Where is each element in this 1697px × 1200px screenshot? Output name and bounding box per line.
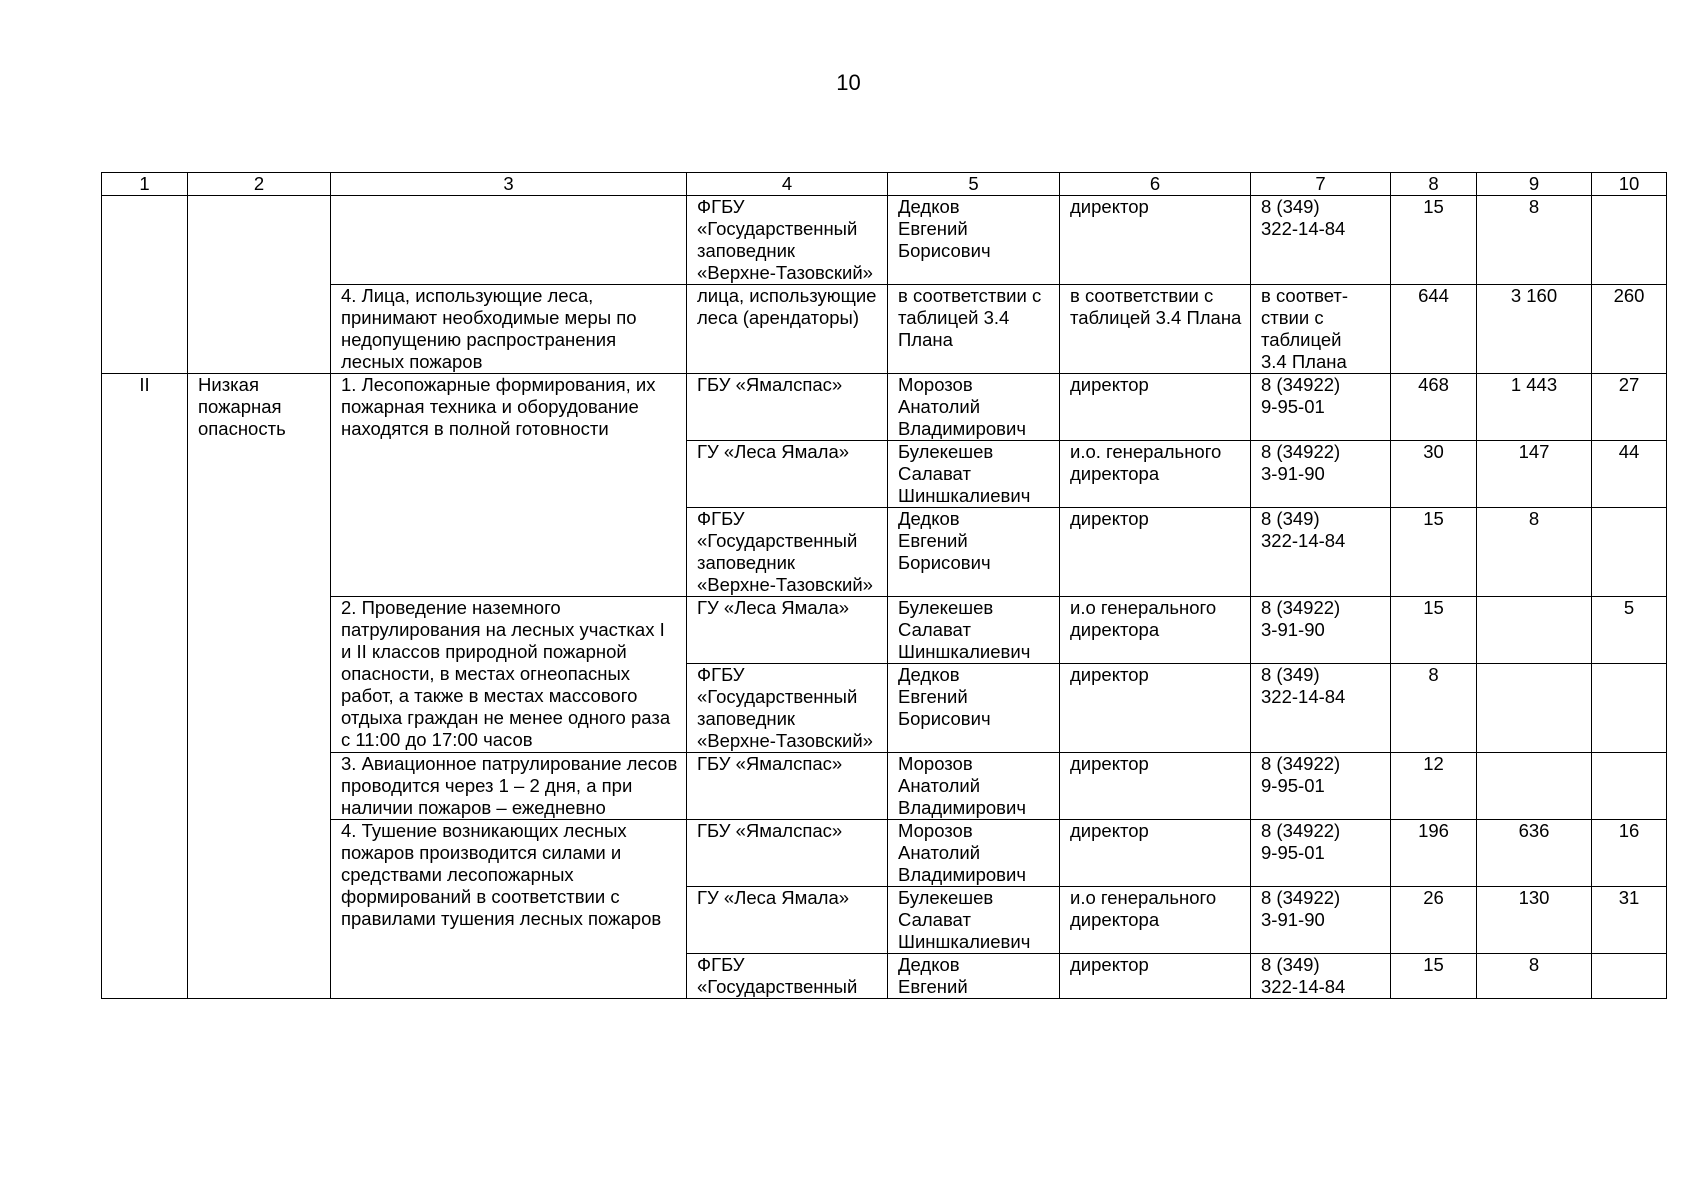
organization-cell: ГБУ «Ямалспас» xyxy=(687,820,888,887)
responsible-person-cell: Морозов Анатолий Владимирович xyxy=(888,820,1060,887)
column-number: 8 xyxy=(1391,173,1477,196)
position-cell: и.о. генерального директора xyxy=(1060,441,1251,508)
column-10-cell: 16 xyxy=(1592,820,1667,887)
phone-cell: 8 (349) 322-14-84 xyxy=(1251,954,1391,999)
column-9-cell: 1 443 xyxy=(1477,374,1592,441)
column-number: 3 xyxy=(331,173,687,196)
column-10-cell xyxy=(1592,508,1667,597)
position-cell: директор xyxy=(1060,954,1251,999)
responsible-person-cell: Булекешев Салават Шиншкалиевич xyxy=(888,441,1060,508)
responsible-person-cell: Морозов Анатолий Владимирович xyxy=(888,753,1060,820)
measure-cell xyxy=(331,196,687,285)
phone-cell: 8 (349) 322-14-84 xyxy=(1251,508,1391,597)
level-name-cell: Низкая пожарная опасность xyxy=(188,374,331,999)
position-cell: директор xyxy=(1060,196,1251,285)
measure-cell: 1. Лесопожарные формирования, их пожарная техника и оборудование находятся в полной готовности xyxy=(331,374,687,597)
level-name-cell xyxy=(188,196,331,374)
column-9-cell: 130 xyxy=(1477,887,1592,954)
responsible-person-cell: Дедков Евгений Борисович xyxy=(888,196,1060,285)
column-9-cell: 8 xyxy=(1477,196,1592,285)
measure-cell: 3. Авиационное патрулирование лесов проводится через 1 – 2 дня, а при наличии пожаров – ежедневно xyxy=(331,753,687,820)
column-number: 5 xyxy=(888,173,1060,196)
measure-cell: 4. Тушение возникающих лесных пожаров производится силами и средствами лесопожарных формирований в соответствии с правилами тушения лесных пожаров xyxy=(331,820,687,999)
column-8-cell: 30 xyxy=(1391,441,1477,508)
responsible-person-cell: Булекешев Салават Шиншкалиевич xyxy=(888,597,1060,664)
phone-cell: 8 (34922) 3-91-90 xyxy=(1251,441,1391,508)
column-8-cell: 468 xyxy=(1391,374,1477,441)
phone-cell: в соответ- ствии с таблицей 3.4 Плана xyxy=(1251,285,1391,374)
column-10-cell xyxy=(1592,196,1667,285)
table-row xyxy=(102,374,1667,441)
column-9-cell: 8 xyxy=(1477,508,1592,597)
column-8-cell: 12 xyxy=(1391,753,1477,820)
position-cell: директор xyxy=(1060,508,1251,597)
column-9-cell: 147 xyxy=(1477,441,1592,508)
phone-cell: 8 (349) 322-14-84 xyxy=(1251,664,1391,753)
position-cell: директор xyxy=(1060,753,1251,820)
position-cell: в соответствии с таблицей 3.4 Плана xyxy=(1060,285,1251,374)
column-9-cell xyxy=(1477,664,1592,753)
column-number-row xyxy=(102,173,1667,196)
organization-cell: ФГБУ «Государственный заповедник «Верхне-Тазовский» xyxy=(687,196,888,285)
organization-cell: ГУ «Леса Ямала» xyxy=(687,887,888,954)
column-8-cell: 196 xyxy=(1391,820,1477,887)
responsible-person-cell: Дедков Евгений xyxy=(888,954,1060,999)
position-cell: и.о генерального директора xyxy=(1060,887,1251,954)
column-8-cell: 15 xyxy=(1391,954,1477,999)
responsible-person-cell: Дедков Евгений Борисович xyxy=(888,664,1060,753)
column-10-cell xyxy=(1592,664,1667,753)
organization-cell: ФГБУ «Государственный xyxy=(687,954,888,999)
fire-measures-table xyxy=(101,172,1667,999)
column-10-cell xyxy=(1592,753,1667,820)
column-8-cell: 26 xyxy=(1391,887,1477,954)
column-9-cell: 3 160 xyxy=(1477,285,1592,374)
level-number-cell: II xyxy=(102,374,188,999)
table-row xyxy=(102,820,1667,887)
organization-cell: ФГБУ «Государственный заповедник «Верхне-Тазовский» xyxy=(687,508,888,597)
position-cell: директор xyxy=(1060,820,1251,887)
column-8-cell: 8 xyxy=(1391,664,1477,753)
level-number-cell xyxy=(102,196,188,374)
column-10-cell: 31 xyxy=(1592,887,1667,954)
column-number: 2 xyxy=(188,173,331,196)
responsible-person-cell: в соответствии с таблицей 3.4 Плана xyxy=(888,285,1060,374)
column-10-cell: 5 xyxy=(1592,597,1667,664)
phone-cell: 8 (34922) 9-95-01 xyxy=(1251,753,1391,820)
column-number: 6 xyxy=(1060,173,1251,196)
organization-cell: ФГБУ «Государственный заповедник «Верхне-Тазовский» xyxy=(687,664,888,753)
column-number: 10 xyxy=(1592,173,1667,196)
column-number: 1 xyxy=(102,173,188,196)
position-cell: и.о генерального директора xyxy=(1060,597,1251,664)
column-9-cell xyxy=(1477,753,1592,820)
position-cell: директор xyxy=(1060,664,1251,753)
page-number: 10 xyxy=(836,70,861,95)
column-10-cell: 27 xyxy=(1592,374,1667,441)
column-number: 7 xyxy=(1251,173,1391,196)
column-number: 9 xyxy=(1477,173,1592,196)
phone-cell: 8 (34922) 3-91-90 xyxy=(1251,887,1391,954)
column-number: 4 xyxy=(687,173,888,196)
column-9-cell: 8 xyxy=(1477,954,1592,999)
column-10-cell xyxy=(1592,954,1667,999)
column-8-cell: 644 xyxy=(1391,285,1477,374)
organization-cell: ГБУ «Ямалспас» xyxy=(687,374,888,441)
column-8-cell: 15 xyxy=(1391,196,1477,285)
position-cell: директор xyxy=(1060,374,1251,441)
column-10-cell: 260 xyxy=(1592,285,1667,374)
responsible-person-cell: Дедков Евгений Борисович xyxy=(888,508,1060,597)
measure-cell: 4. Лица, использующие леса, принимают необходимые меры по недопущению распространения лесных пожаров xyxy=(331,285,687,374)
column-9-cell xyxy=(1477,597,1592,664)
column-8-cell: 15 xyxy=(1391,597,1477,664)
responsible-person-cell: Морозов Анатолий Владимирович xyxy=(888,374,1060,441)
phone-cell: 8 (34922) 9-95-01 xyxy=(1251,820,1391,887)
measure-cell: 2. Проведение наземного патрулирования на лесных участках I и II классов природной пожарной опасности, в местах огнеопасных работ, а также в местах массового отдыха граждан не менее одного раза с 11:00 до 17:00 часов xyxy=(331,597,687,753)
phone-cell: 8 (34922) 3-91-90 xyxy=(1251,597,1391,664)
responsible-person-cell: Булекешев Салават Шиншкалиевич xyxy=(888,887,1060,954)
organization-cell: ГУ «Леса Ямала» xyxy=(687,441,888,508)
column-10-cell: 44 xyxy=(1592,441,1667,508)
column-8-cell: 15 xyxy=(1391,508,1477,597)
phone-cell: 8 (34922) 9-95-01 xyxy=(1251,374,1391,441)
column-9-cell: 636 xyxy=(1477,820,1592,887)
organization-cell: ГУ «Леса Ямала» xyxy=(687,597,888,664)
table-row xyxy=(102,196,1667,285)
table-row xyxy=(102,285,1667,374)
organization-cell: ГБУ «Ямалспас» xyxy=(687,753,888,820)
organization-cell: лица, использующие леса (арендаторы) xyxy=(687,285,888,374)
table-row xyxy=(102,753,1667,820)
table-row xyxy=(102,597,1667,664)
phone-cell: 8 (349) 322-14-84 xyxy=(1251,196,1391,285)
